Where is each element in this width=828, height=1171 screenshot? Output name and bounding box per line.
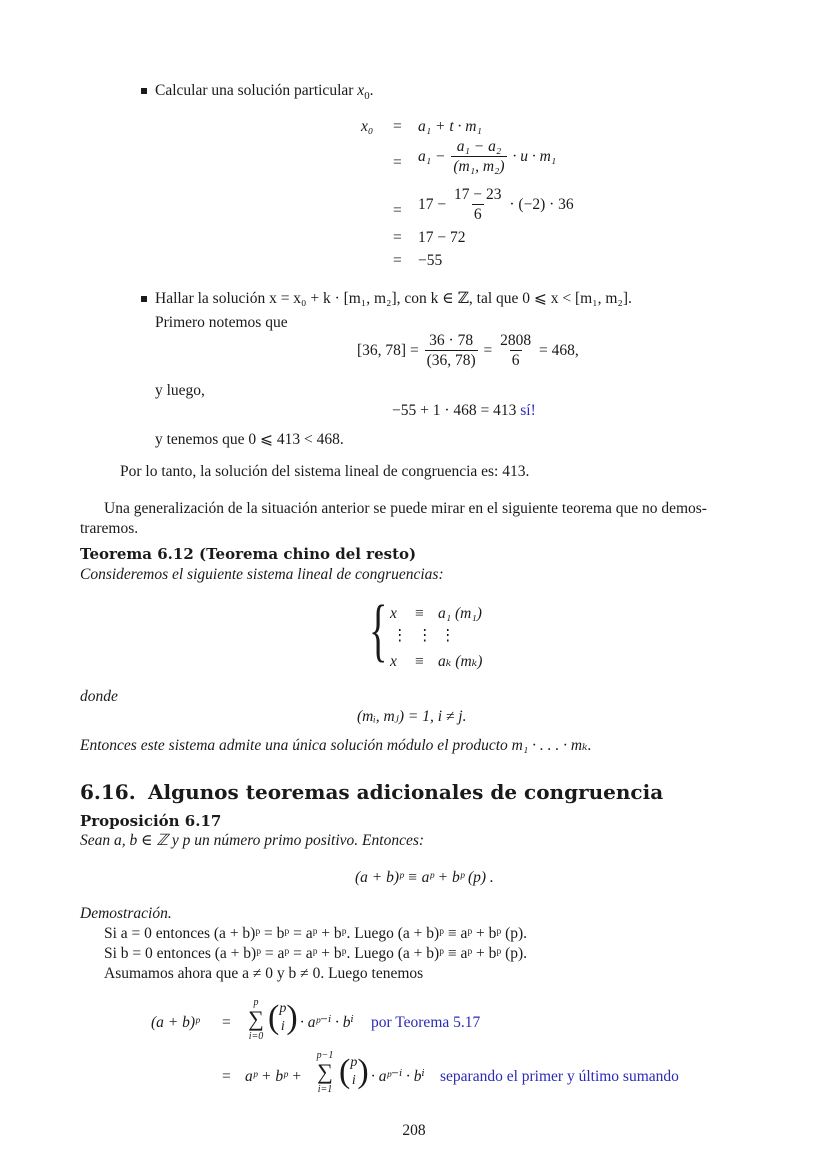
proposition-intro: Sean a, b ∈ ℤ y p un número primo positivo. Entonces: [80,832,425,849]
calc-row-2: a₁ − $\frac{\text{a₁ − a₂}}{\text{(m₁, m₂)}}$ · u · m₁ [418,138,557,176]
bullet-marker [141,296,147,302]
calc-row-1: a₁ + t · m₁ [418,118,482,135]
calc-eq-4: = [393,229,402,246]
system-eq-2: ≡ [415,653,424,670]
proof-label: Demostración. [80,905,172,922]
section-number: 6.16. [80,780,136,804]
fraction: $\frac{2808}{6}$ [500,332,532,370]
system-eq-1: ≡ [415,605,424,622]
bullet-text: Calcular una solución particular $x_0$. [155,82,374,103]
fraction: $\frac{36 \cdot 78}{(36, 78)}$ [426,332,476,370]
text-luego: y luego, [155,382,205,399]
bullet-marker [141,88,147,94]
calc-eq-5: = [393,252,402,269]
proof-lhs: (a + b)ᵖ [151,1014,200,1031]
proof-line: Si a = 0 entonces (a + b)ᵖ = bᵖ = aᵖ + bᵖ. Luego (a + b)ᵖ ≡ aᵖ + bᵖ (p). [104,925,528,942]
calc-row-3: 17 − $\frac{17 - 23}{6}$ · (−2) · 36 [418,186,574,224]
paragraph-line: traremos. [80,520,139,537]
calc-row-5: −55 [418,252,443,269]
row2-pre: aᵖ + bᵖ + [245,1068,302,1085]
fraction: $\frac{\text{a₁ − a₂}}{\text{(m₁, m₂)}}$ [453,138,505,176]
page-number: 208 [402,1122,426,1139]
coprime-condition: (mᵢ, mⱼ) = 1, i ≠ j. [357,708,467,725]
proof-eq-1: = [222,1014,231,1031]
bullet-line: Primero notemos que [155,314,288,331]
system-rhs-2: aₖ (mₖ) [438,653,483,670]
system-x-2: x [390,653,397,670]
proposition-title: Proposición 6.17 [80,812,222,830]
text-donde: donde [80,688,118,705]
calc-eq-2: = [393,154,402,171]
system-dots: ⋮ [417,627,433,644]
fraction: $\frac{17 - 23}{6}$ [454,186,502,224]
theorem-result: Entonces este sistema admite una única solución módulo el producto m₁ · . . . · mₖ. [80,737,592,754]
binomial-1: ( p i ) [268,999,298,1037]
note-split: separando el primer y último sumando [440,1068,679,1085]
conclusion: Por lo tanto, la solución del sistema lineal de congruencia es: 413. [120,463,530,480]
left-brace: { [369,592,388,669]
term-1: · aᵖ⁻ⁱ · bⁱ [300,1014,354,1031]
proposition-formula: (a + b)ᵖ ≡ aᵖ + bᵖ (p) . [355,869,494,886]
proof-eq-2: = [222,1068,231,1085]
sum-2: p−1 ∑ i=1 [316,1050,334,1095]
system-x-1: x [390,605,397,622]
calc-lhs: x₀ [361,118,374,135]
system-dots: ⋮ [440,627,456,644]
bullet-final: y tenemos que 0 ⩽ 413 < 468. [155,431,344,448]
calc-eq-1: = [393,118,402,135]
calc-eq-3: = [393,202,402,219]
paragraph-line: Una generalización de la situación anterior se puede mirar en el siguiente teorema que no demos- [104,500,707,517]
sum-1: p ∑ i=0 [248,997,264,1042]
theorem-intro: Consideremos el siguiente sistema lineal de congruencias: [80,566,444,583]
lcm-equation: [36, 78] = $\frac{36 \cdot 78}{(36, 78)}$ = $\frac{2808}{6}$ = 468, [357,332,579,370]
bullet-text: Hallar la solución x = x₀ + k · [m₁, m₂], con k ∈ ℤ, tal que 0 ⩽ x < [m₁, m₂]. [155,290,632,307]
check-equation: −55 + 1 · 468 = 413 sí! [392,402,536,419]
term-2: · aᵖ⁻ⁱ · bⁱ [371,1068,425,1085]
proof-line: Asumamos ahora que a ≠ 0 y b ≠ 0. Luego tenemos [104,965,424,982]
theorem-title: Teorema 6.12 (Teorema chino del resto) [80,545,417,563]
calc-row-4: 17 − 72 [418,229,466,246]
note-theorem: por Teorema 5.17 [371,1014,481,1031]
check-ok: sí! [520,402,536,419]
section-title: Algunos teoremas adicionales de congruencia [148,780,664,804]
binomial-2: ( p i ) [339,1053,369,1091]
system-rhs-1: a₁ (m₁) [438,605,482,622]
system-dots: ⋮ [392,627,408,644]
proof-line: Si b = 0 entonces (a + b)ᵖ = aᵖ = aᵖ + bᵖ. Luego (a + b)ᵖ ≡ aᵖ + bᵖ (p). [104,945,528,962]
